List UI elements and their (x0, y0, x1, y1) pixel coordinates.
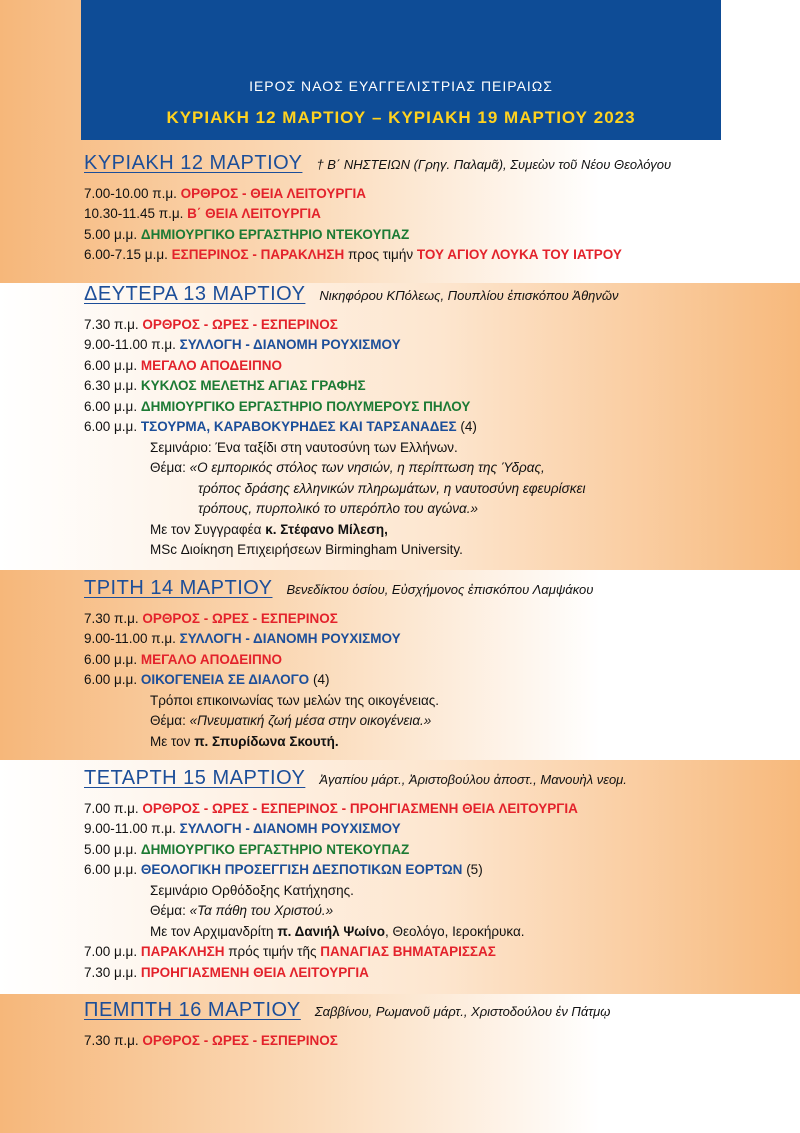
event-time: 6.00 μ.μ. (84, 672, 138, 687)
date-range: ΚΥΡΙΑΚΗ 12 ΜΑΡΤΙΟΥ – ΚΥΡΙΑΚΗ 19 ΜΑΡΤΙΟΥ 2023 (166, 108, 636, 127)
event-time: 6.00 μ.μ. (84, 862, 138, 877)
event (84, 860, 627, 881)
event-title: ΣΥΛΛΟΓΗ - ΔΙΑΝΟΜΗ ΡΟΥΧΙΣΜΟΥ (179, 631, 401, 646)
event-time: 6.30 μ.μ. (84, 378, 138, 393)
event (84, 335, 618, 356)
speaker-name: π. Σπυρίδωνα Σκουτή. (194, 733, 339, 749)
event (84, 629, 593, 650)
event (84, 245, 671, 266)
event-title: ΣΥΛΛΟΓΗ - ΔΙΑΝΟΜΗ ΡΟΥΧΙΣΜΟΥ (179, 337, 401, 352)
seminar-line: Σεμινάριο: Ένα ταξίδι στη ναυτοσύνη των Ελλήνων. (150, 439, 458, 455)
event-title: ΟΡΘΡΟΣ - ΩΡΕΣ - ΕΣΠΕΡΙΝΟΣ - ΠΡΟΗΓΙΑΣΜΕΝΗ ΘΕΙΑ ΛΕΙΤΟΥΡΓΙΑ (142, 800, 578, 816)
event-title: ΠΑΡΑΚΛΗΣΗ (140, 944, 225, 959)
speaker-name: π. Δανιήλ Ψωίνο (277, 923, 386, 939)
seminar-line: Σεμινάριο Ορθόδοξης Κατήχησης. (150, 882, 354, 898)
church-name: ΙΕΡΟΣ ΝΑΟΣ ΕΥΑΓΓΕΛΙΣΤΡΙΑΣ ΠΕΙΡΑΙΩΣ (249, 78, 553, 94)
event-title: ΔΗΜΙΟΥΡΓΙΚΟ ΕΡΓΑΣΤΗΡΙΟ ΠΟΛΥΜΕΡΟΥΣ ΠΗΛΟΥ (140, 398, 471, 414)
event (84, 417, 618, 438)
event-number: (4) (312, 672, 330, 687)
event-time: 9.00-11.00 π.μ. (84, 631, 176, 646)
day-monday (84, 284, 618, 561)
theme-text: «Ο εμπορικός στόλος των νησιών, η περίπτωση της Ύδρας, (189, 460, 545, 475)
saints-of-day: † Β΄ ΝΗΣΤΕΙΩΝ (Γρηγ. Παλαμᾶ), Συμεὼν τοῦ Νέου Θεολόγου (316, 157, 672, 172)
event (84, 609, 593, 630)
event-time: 7.00 μ.μ. (84, 944, 138, 959)
theme-line: Θέμα: «Πνευματική ζωή μέσα στην οικογένεια.» (150, 713, 432, 728)
day-sunday (84, 153, 671, 266)
speaker-name: κ. Στέφανο Μίλεση, (265, 521, 388, 537)
event-time: 7.00-10.00 π.μ. (84, 185, 177, 201)
event-time: 6.00 μ.μ. (84, 651, 138, 667)
speaker-line: Με τον Αρχιμανδρίτη π. Δανιήλ Ψωίνο, Θεολόγο, Ιεροκήρυκα. (150, 923, 525, 939)
event-title: ΟΡΘΡΟΣ - ΩΡΕΣ - ΕΣΠΕΡΙΝΟΣ (142, 316, 338, 332)
speaker-line: Με τον π. Σπυρίδωνα Σκουτή. (150, 733, 339, 749)
event-title: ΔΗΜΙΟΥΡΓΙΚΟ ΕΡΓΑΣΤΗΡΙΟ ΝΤΕΚΟΥΠΑΖ (140, 226, 410, 242)
day-title: ΚΥΡΙΑΚΗ 12 ΜΑΡΤΙΟΥ (84, 152, 303, 174)
event (84, 376, 618, 397)
day-title: ΤΕΤΑΡΤΗ 15 ΜΑΡΤΙΟΥ (84, 767, 306, 789)
event (84, 315, 618, 336)
event-time: 10.30-11.45 π.μ. (84, 206, 184, 221)
speaker-credentials: MSc Διοίκηση Επιχειρήσεων Birmingham University. (150, 542, 463, 557)
saints-of-day: Σαββίνου, Ρωμανοῦ μάρτ., Χριστοδούλου ἐν Πάτμῳ (314, 1004, 611, 1019)
event-title: ΤΣΟΥΡΜΑ, ΚΑΡΑΒΟΚΥΡΗΔΕΣ ΚΑΙ ΤΑΡΣΑΝΑΔΕΣ (140, 419, 457, 434)
event-time: 6.00-7.15 μ.μ. (84, 247, 168, 262)
event (84, 397, 618, 418)
event-title: ΜΕΓΑΛΟ ΑΠΟΔΕΙΠΝΟ (140, 651, 282, 667)
day-title: ΤΡΙΤΗ 14 ΜΑΡΤΙΟΥ (84, 577, 273, 599)
event-time: 7.00 π.μ. (84, 800, 139, 816)
header-banner (81, 0, 721, 140)
event-time: 5.00 μ.μ. (84, 841, 138, 857)
event-title: ΟΡΘΡΟΣ - ΘΕΙΑ ΛΕΙΤΟΥΡΓΙΑ (180, 185, 367, 201)
event-number: (5) (466, 862, 483, 877)
event-time: 7.30 μ.μ. (84, 964, 138, 980)
event (84, 963, 627, 984)
event (84, 356, 618, 377)
event-time: 6.00 μ.μ. (84, 419, 138, 434)
event-title: ΕΣΠΕΡΙΝΟΣ - ΠΑΡΑΚΛΗΣΗ (171, 247, 345, 262)
event-title: ΟΡΘΡΟΣ - ΩΡΕΣ - ΕΣΠΕΡΙΝΟΣ (142, 610, 338, 626)
event (84, 670, 593, 691)
event-title: ΣΥΛΛΟΓΗ - ΔΙΑΝΟΜΗ ΡΟΥΧΙΣΜΟΥ (179, 821, 401, 836)
event (84, 204, 671, 225)
day-title: ΔΕΥΤΕΡΑ 13 ΜΑΡΤΙΟΥ (84, 283, 306, 305)
theme-text: «Τα πάθη του Χριστού.» (189, 903, 334, 918)
event (84, 650, 593, 671)
event-saint: ΠΑΝΑΓΙΑΣ ΒΗΜΑΤΑΡΙΣΣΑΣ (320, 944, 496, 959)
event-title: Β΄ ΘΕΙΑ ΛΕΙΤΟΥΡΓΙΑ (187, 206, 321, 221)
event-title: ΔΗΜΙΟΥΡΓΙΚΟ ΕΡΓΑΣΤΗΡΙΟ ΝΤΕΚΟΥΠΑΖ (140, 841, 410, 857)
event (84, 840, 627, 861)
event (84, 225, 671, 246)
day-wednesday (84, 768, 627, 983)
event-saint: ΤΟΥ ΑΓΙΟΥ ΛΟΥΚΑ ΤΟΥ ΙΑΤΡΟΥ (416, 247, 622, 262)
event-title: ΘΕΟΛΟΓΙΚΗ ΠΡΟΣΕΓΓΙΣΗ ΔΕΣΠΟΤΙΚΩΝ ΕΟΡΤΩΝ (140, 862, 463, 877)
saints-of-day: Νικηφόρου ΚΠόλεως, Πουπλίου ἐπισκόπου Ἀθηνῶν (319, 288, 619, 303)
event-connector: προς τιμήν (347, 247, 414, 262)
theme-line: τρόπους, πυρπολικό το υπερόπλο του αγώνα.» (198, 501, 479, 516)
theme-line: Θέμα: «Ο εμπορικός στόλος των νησιών, η περίπτωση της Ύδρας, (150, 460, 545, 475)
event-title: ΚΥΚΛΟΣ ΜΕΛΕΤΗΣ ΑΓΙΑΣ ΓΡΑΦΗΣ (140, 378, 366, 393)
event-time: 9.00-11.00 π.μ. (84, 821, 176, 836)
event (84, 799, 627, 820)
event (84, 1031, 610, 1052)
event-title: ΟΡΘΡΟΣ - ΩΡΕΣ - ΕΣΠΕΡΙΝΟΣ (142, 1032, 338, 1048)
theme-line: Θέμα: «Τα πάθη του Χριστού.» (150, 903, 334, 918)
day-title: ΠΕΜΠΤΗ 16 ΜΑΡΤΙΟΥ (84, 999, 301, 1021)
event-time: 6.00 μ.μ. (84, 357, 138, 373)
saints-of-day: Ἀγαπίου μάρτ., Ἀριστοβούλου ἀποστ., Μανουὴλ νεομ. (319, 772, 627, 787)
event (84, 184, 671, 205)
event-time: 7.30 π.μ. (84, 1032, 139, 1048)
event-time: 9.00-11.00 π.μ. (84, 337, 176, 352)
event (84, 942, 627, 963)
event-title: ΠΡΟΗΓΙΑΣΜΕΝΗ ΘΕΙΑ ΛΕΙΤΟΥΡΓΙΑ (140, 964, 369, 980)
event-title: ΜΕΓΑΛΟ ΑΠΟΔΕΙΠΝΟ (140, 357, 282, 373)
saints-of-day: Βενεδίκτου ὁσίου, Εὐσχήμονος ἐπισκόπου Λαμψάκου (286, 582, 594, 597)
day-thursday (84, 1000, 610, 1051)
event (84, 819, 627, 840)
event-number: (4) (460, 419, 477, 434)
day-tuesday (84, 578, 593, 752)
event-time: 7.30 π.μ. (84, 610, 139, 626)
speaker-line: Με τον Συγγραφέα κ. Στέφανο Μίλεση, (150, 521, 388, 537)
event-title: ΟΙΚΟΓΕΝΕΙΑ ΣΕ ΔΙΑΛΟΓΟ (140, 672, 310, 687)
event-time: 7.30 π.μ. (84, 316, 139, 332)
event-time: 6.00 μ.μ. (84, 398, 138, 414)
description-line: Τρόποι επικοινωνίας των μελών της οικογένειας. (150, 692, 440, 708)
theme-text: «Πνευματική ζωή μέσα στην οικογένεια.» (189, 713, 432, 728)
theme-line: τρόπος δράσης ελληνικών πληρωμάτων, η ναυτοσύνη εφευρίσκει (198, 480, 586, 496)
event-time: 5.00 μ.μ. (84, 226, 138, 242)
event-connector: πρός τιμήν τῆς (228, 944, 317, 959)
